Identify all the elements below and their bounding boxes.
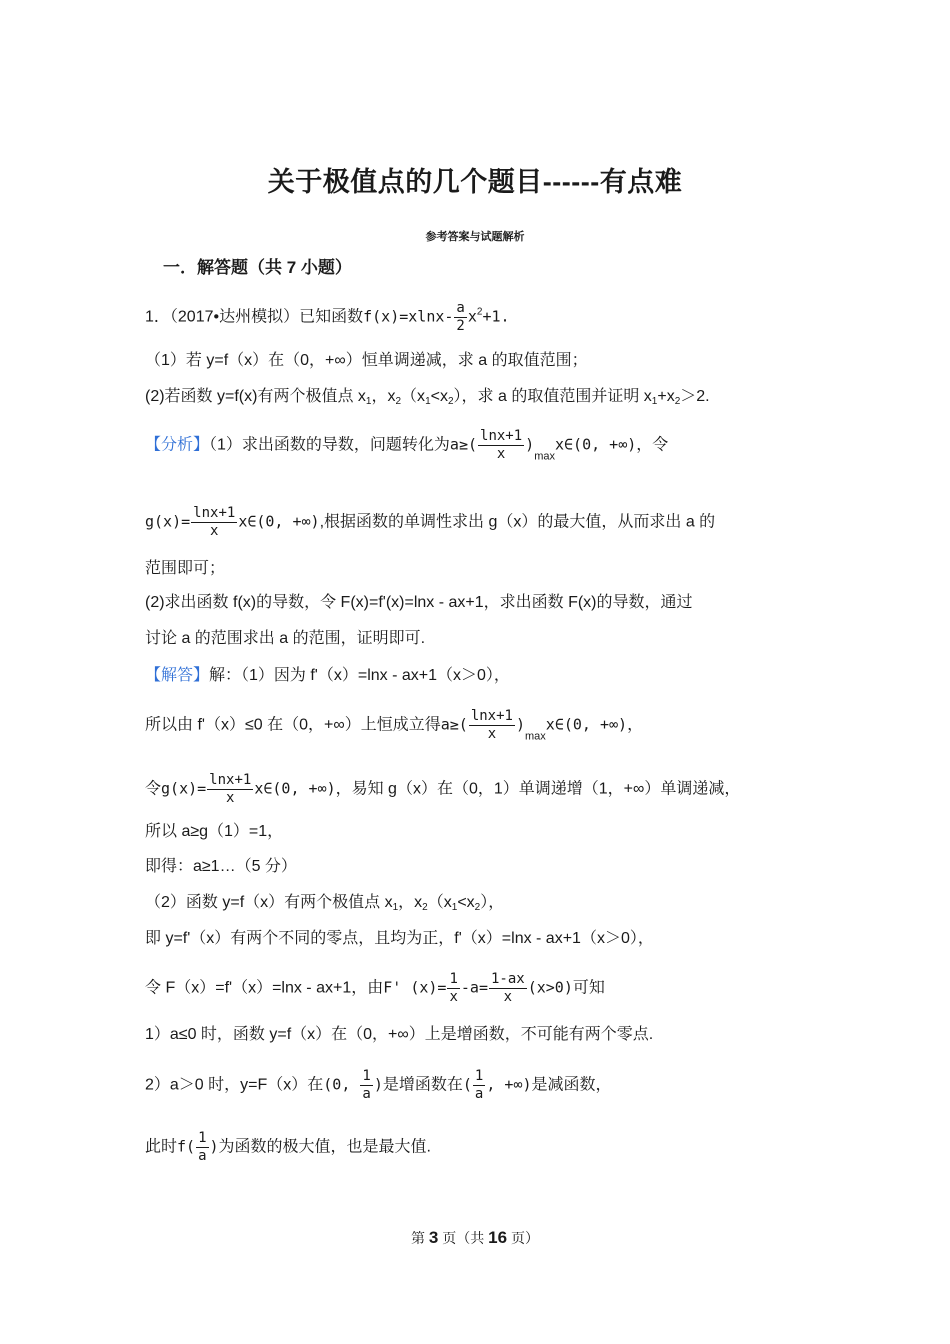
solution-line-8: 令 F（x）=f'（x）=lnx - ax+1，由F' (x)= $\frac{1}{x}$ -a= $\frac{1-ax}{x}$ (x>0)可知 bbox=[145, 971, 605, 1005]
analysis-line-4: (2)求出函数 f(x)的导数，令 F(x)=f'(x)=lnx - ax+1，求出函数 F(x)的导数，通过 bbox=[145, 594, 693, 611]
solution-line-4: 所以 a≥g（1）=1， bbox=[145, 823, 284, 840]
fraction-1-over-a: $\frac{1}{a}$ bbox=[198, 1130, 207, 1164]
solution-line-6: （2）函数 y=f（x）有两个极值点 $x_1$，$x_2(x_1<x_2)$， bbox=[145, 894, 505, 913]
page-footer: 第 3 页（共 16 页） bbox=[411, 1228, 539, 1247]
solution-line-2: 所以由 f'（x）≤0 在（0，+∞）上恒成立得a≥( $\frac{\ln x+1}{x}$ )$_{max}x\in(0$, +∞)， bbox=[145, 708, 644, 743]
fraction-lnx-over-x: $\frac{\ln x+1}{x}$ bbox=[209, 772, 252, 806]
problem-number: 1． bbox=[145, 308, 170, 326]
problem-statement: 1．（2017•达州模拟）已知函数f(x)=xlnx- $\frac{a}{2}$ $x^2+1$. bbox=[145, 300, 510, 334]
solution-line-9: 1）a≤0 时，函数 y=f（x）在（0，+∞）上是增函数，不可能有两个零点. bbox=[145, 1026, 654, 1043]
solution-line-1: 【解答】解：（1）因为 f'（x）=lnx - ax+1（x＞0）， bbox=[145, 667, 510, 684]
solution-line-3: 令g(x)= $\frac{\ln x+1}{x}$ x∈(0, +∞)，易知 g（x）在（0，1）单调递增（1，+∞）单调递减， bbox=[145, 772, 741, 806]
page-total: 16 bbox=[488, 1228, 508, 1247]
solution-line-5: 即得：a≥1…（5 分） bbox=[145, 858, 297, 875]
fraction-lnx-over-x: $\frac{\ln x+1}{x}$ bbox=[470, 708, 513, 742]
fraction-a-over-2: $\frac{a}{2}$ bbox=[456, 300, 465, 334]
fraction-1-over-a: $\frac{1}{a}$ bbox=[362, 1068, 371, 1102]
analysis-line-5: 讨论 a 的范围求出 a 的范围，证明即可. bbox=[145, 630, 426, 647]
fraction-1-over-a: $\frac{1}{a}$ bbox=[474, 1068, 484, 1102]
problem-part-2: (2)若函数 y=f(x)有两个极值点 $x_1$，$x_2(x_1<x_2)$，求 a 的取值范围并证明 $x_1+x_2>2$. bbox=[145, 388, 710, 407]
fraction-1-over-x: $\frac{1}{x}$ bbox=[449, 971, 458, 1005]
analysis-line-1: 【分析】（1）求出函数的导数，问题转化为a≥( $\frac{\ln x+1}{x}$ )$_{max}x\in(0$, +∞)，令 bbox=[145, 428, 669, 463]
analysis-line-2: g(x)= $\frac{\ln x+1}{x}$ x∈(0, +∞),根据函数的单调性求出 g（x）的最大值，从而求出 a 的 bbox=[145, 505, 716, 539]
solution-line-10: 2）a＞0 时，y=F（x）在(0, $\frac{1}{a}$ )是增函数在( $\frac{1}{a}$ , +∞)是减函数， bbox=[145, 1068, 612, 1102]
solution-line-11: 此时f( $\frac{1}{a}$ )为函数的极大值，也是最大值. bbox=[145, 1130, 431, 1164]
solution-tag: 【解答】 bbox=[145, 667, 210, 684]
fraction-lnx-over-x: $\frac{\ln x+1}{x}$ bbox=[193, 505, 236, 539]
section-heading: 一．解答题（共 7 小题） bbox=[163, 258, 352, 277]
solution-line-7: 即 y=f'（x）有两个不同的零点，且均为正，f'（x）=lnx - ax+1（x＞0）， bbox=[145, 930, 654, 947]
formula-lhs: f(x)=xlnx- bbox=[363, 307, 454, 326]
problem-part-1: （1）若 y=f（x）在（0，+∞）恒单调递减，求 a 的取值范围； bbox=[145, 352, 588, 369]
analysis-tag: 【分析】 bbox=[145, 436, 210, 454]
problem-source: （2017•达州模拟）已知函数 bbox=[169, 308, 364, 326]
fraction-1-ax-over-x: $\frac{1-ax}{x}$ bbox=[490, 971, 525, 1005]
subtitle: 参考答案与试题解析 bbox=[425, 231, 525, 243]
fraction-lnx-over-x: $\frac{\ln x+1}{x}$ bbox=[480, 428, 523, 462]
analysis-line-3: 范围即可； bbox=[145, 560, 226, 577]
page-number: 3 bbox=[428, 1228, 439, 1247]
page-title: 关于极值点的几个题目------有点难 bbox=[267, 167, 683, 197]
